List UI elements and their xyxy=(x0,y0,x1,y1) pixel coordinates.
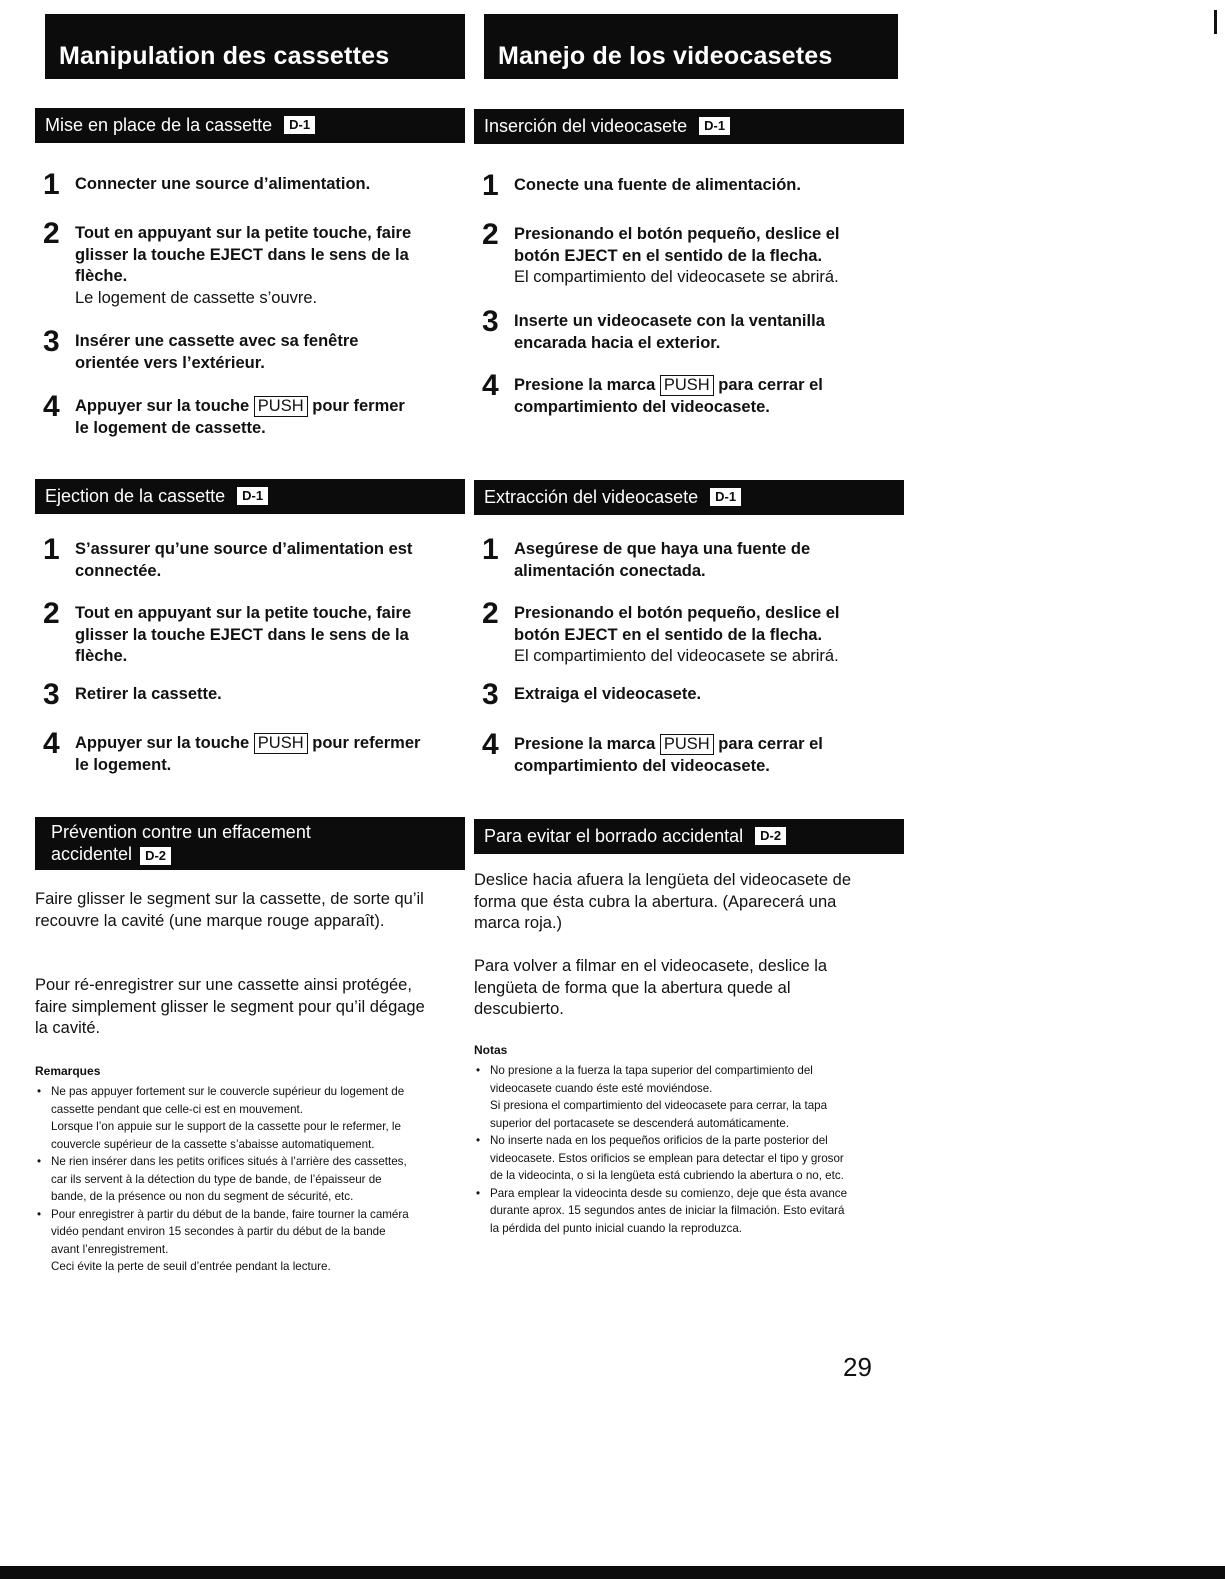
step-text-after: pour refermer le logement. xyxy=(75,734,421,774)
step-text: Inserte un videocasete con la ventanilla encarada hacia el exterior. xyxy=(514,312,825,352)
push-mark: PUSH xyxy=(254,733,308,754)
step-number: 4 xyxy=(43,390,60,423)
push-mark: PUSH xyxy=(254,396,308,417)
es-eject-title xyxy=(474,480,904,515)
step-text: Presionando el botón pequeño, deslice el botón EJECT en el sentido de la flecha. xyxy=(514,604,840,644)
step-number: 4 xyxy=(482,728,499,761)
step-number: 3 xyxy=(482,305,499,338)
column-spanish xyxy=(474,14,884,1235)
es-insert-step-3 xyxy=(482,305,862,354)
step-text: Asegúrese de que haya una fuente de alimentación conectada. xyxy=(514,540,811,580)
bullet-icon: • xyxy=(476,1186,481,1200)
note-item xyxy=(35,1083,410,1153)
fr-protect-section xyxy=(35,817,465,870)
fr-protect-title-line2-row xyxy=(51,843,455,865)
push-mark: PUSH xyxy=(660,375,714,396)
step-text: Connecter une source d’alimentation. xyxy=(75,175,371,193)
step-text-after: para cerrar el compartimiento del videocasete. xyxy=(514,735,823,775)
step-number: 4 xyxy=(482,369,499,402)
es-notes-title: Notas xyxy=(474,1043,508,1057)
es-eject-section xyxy=(474,480,904,515)
fr-eject-section xyxy=(35,479,465,514)
bullet-icon: • xyxy=(37,1207,42,1221)
step-number: 2 xyxy=(43,217,60,250)
fr-insert-title xyxy=(35,108,465,143)
fr-protect-title-line1: Prévention contre un effacement xyxy=(51,822,311,842)
es-insert-title-text: Inserción del videocasete xyxy=(484,116,688,136)
fr-protect-title xyxy=(35,817,465,870)
es-insert-section xyxy=(474,109,904,144)
step-note: Le logement de cassette s’ouvre. xyxy=(75,288,318,307)
step-number: 3 xyxy=(482,678,499,711)
fr-eject-title xyxy=(35,479,465,514)
bullet-icon: • xyxy=(476,1134,481,1147)
step-text: S’assurer qu’une source d’alimentation est connectée. xyxy=(75,540,413,580)
fr-protect-badge: D-2 xyxy=(140,847,171,865)
step-text xyxy=(75,733,423,776)
es-insert-step-4 xyxy=(482,369,862,418)
step-text xyxy=(75,396,423,439)
es-notes xyxy=(474,1043,849,1237)
note-text: Ne pas appuyer fortement sur le couvercle supérieur du logement de cassette pendant que celle-ci est en mouvement. xyxy=(51,1085,405,1116)
es-eject-badge: D-1 xyxy=(710,488,741,506)
fr-protect-title-line2: accidentel xyxy=(51,844,133,864)
step-text-before: Appuyer sur la touche xyxy=(75,397,250,415)
step-text: Tout en appuyant sur la petite touche, faire glisser la touche EJECT dans le sens de la flèche. xyxy=(75,224,412,285)
fr-eject-step-1 xyxy=(43,533,423,582)
note-sub: Lorsque l’on appuie sur le support de la cassette pour le refermer, le couvercle supérieur de la cassette s’abaisse automatiquement. xyxy=(51,1120,401,1151)
fr-eject-step-2 xyxy=(43,597,423,668)
column-french xyxy=(35,14,445,1273)
fr-eject-step-3 xyxy=(43,678,423,711)
fr-insert-title-text: Mise en place de la cassette xyxy=(45,115,273,135)
step-note: El compartimiento del videocasete se abrirá. xyxy=(514,647,839,665)
step-number: 3 xyxy=(43,325,60,358)
note-item xyxy=(474,1132,849,1185)
step-text: Insérer une cassette avec sa fenêtre orientée vers l’extérieur. xyxy=(75,332,359,372)
es-eject-step-1 xyxy=(482,533,862,582)
step-text: Extraiga el videocasete. xyxy=(514,685,702,703)
step-text: Conecte una fuente de alimentación. xyxy=(514,176,801,194)
es-protect-badge: D-2 xyxy=(755,827,786,845)
step-text-before: Presione la marca xyxy=(514,735,656,753)
fr-insert-section xyxy=(35,108,465,143)
es-eject-step-3 xyxy=(482,678,862,711)
fr-insert-badge: D-1 xyxy=(284,116,315,134)
note-sub: Si presiona el compartimiento del videocasete para cerrar, la tapa superior del portacasete se descenderá automáticamente. xyxy=(490,1099,828,1130)
page-number: 29 xyxy=(843,1352,872,1382)
fr-eject-badge: D-1 xyxy=(237,487,268,505)
es-notes-list xyxy=(474,1062,849,1237)
note-sub: Ceci évite la perte de seuil d’entrée pendant la lecture. xyxy=(51,1260,331,1273)
step-number: 4 xyxy=(43,727,60,760)
es-protect-para-1: Deslice hacia afuera la lengüeta del videocasete de forma que ésta cubra la abertura. (Aparecerá una marca roja.) xyxy=(474,871,852,932)
note-text: No inserte nada en los pequeños orificios de la parte posterior del videocasete. Estos orificios se emplean para detectar el tipo y grosor de la videocinta, o si la lengüeta está cubriendo la abertura o no, etc. xyxy=(490,1134,844,1182)
fr-notes-title: Remarques xyxy=(35,1064,101,1078)
es-eject-step-4 xyxy=(482,728,862,777)
es-insert-step-1 xyxy=(482,169,862,202)
step-text-after: para cerrar el compartimiento del videocasete. xyxy=(514,376,823,416)
es-protect-section xyxy=(474,819,904,854)
fr-eject-title-text: Ejection de la cassette xyxy=(45,486,226,506)
note-text: No presione a la fuerza la tapa superior del compartimiento del videocasete cuando éste esté moviéndose. xyxy=(490,1064,813,1095)
es-insert-badge: D-1 xyxy=(699,117,730,135)
note-text: Para emplear la videocinta desde su comienzo, deje que ésta avance durante aprox. 15 segundos antes de iniciar la filmación. Esto evitará la pérdida del punto inicial cuando la reproduzca. xyxy=(490,1186,848,1235)
note-item xyxy=(474,1062,849,1132)
es-eject-step-2 xyxy=(482,597,862,668)
step-number: 1 xyxy=(482,533,499,566)
step-text: Retirer la cassette. xyxy=(75,685,222,703)
step-text-before: Presione la marca xyxy=(514,376,656,394)
es-insert-step-2 xyxy=(482,218,862,289)
spanish-main-title: Manejo de los videocasetes xyxy=(484,14,898,79)
fr-protect-para-2: Pour ré-enregistrer sur une cassette ainsi protégée, faire simplement glisser le segment pour qu’il dégage la cavité. xyxy=(35,976,425,1037)
es-protect-title-text: Para evitar el borrado accidental xyxy=(484,826,744,846)
step-number: 2 xyxy=(482,597,499,630)
es-eject-title-text: Extracción del videocasete xyxy=(484,487,699,507)
step-number: 1 xyxy=(43,168,60,201)
push-mark: PUSH xyxy=(660,734,714,755)
bullet-icon: • xyxy=(476,1064,481,1077)
step-text xyxy=(514,375,862,418)
note-item xyxy=(35,1206,410,1276)
bullet-icon: • xyxy=(37,1085,42,1098)
edge-mark xyxy=(1214,10,1217,34)
fr-notes xyxy=(35,1064,410,1276)
es-protect-title xyxy=(474,819,904,854)
step-text: Presionando el botón pequeño, deslice el botón EJECT en el sentido de la flecha. xyxy=(514,225,840,265)
es-insert-title xyxy=(474,109,904,144)
bottom-rule xyxy=(0,1566,1225,1579)
fr-insert-step-1 xyxy=(43,168,423,201)
fr-protect-para-1: Faire glisser le segment sur la cassette, de sorte qu’il recouvre la cavité (une marque rouge apparaît). xyxy=(35,890,424,930)
note-text: Ne rien insérer dans les petits orifices situés à l’arrière des cassettes, car ils servent à la détection du type de bande, de l’épaisseur de bande, de la présence ou non du segment de sécurité, etc. xyxy=(51,1155,407,1203)
step-number: 1 xyxy=(43,533,60,566)
step-text-after: pour fermer le logement de cassette. xyxy=(75,397,405,437)
fr-insert-step-3 xyxy=(43,325,423,374)
fr-insert-step-2 xyxy=(43,217,423,309)
step-note: El compartimiento del videocasete se abrirá. xyxy=(514,268,839,286)
step-number: 2 xyxy=(43,597,60,630)
fr-insert-step-4 xyxy=(43,390,423,439)
note-item xyxy=(474,1185,849,1238)
fr-eject-step-4 xyxy=(43,727,423,776)
fr-notes-list xyxy=(35,1083,410,1276)
es-protect-para-2: Para volver a filmar en el videocasete, deslice la lengüeta de forma que la abertura quede al descubierto. xyxy=(474,957,828,1018)
note-text: Pour enregistrer à partir du début de la bande, faire tourner la caméra vidéo pendant environ 15 secondes à partir du début de la bande avant l’enregistrement. xyxy=(51,1207,409,1256)
step-text: Tout en appuyant sur la petite touche, faire glisser la touche EJECT dans le sens de la flèche. xyxy=(75,604,412,665)
step-number: 1 xyxy=(482,169,499,202)
french-main-title: Manipulation des cassettes xyxy=(45,14,465,79)
step-number: 2 xyxy=(482,218,499,251)
bullet-icon: • xyxy=(37,1155,42,1168)
step-text xyxy=(514,734,862,777)
step-number: 3 xyxy=(43,678,60,711)
note-item xyxy=(35,1153,410,1206)
step-text-before: Appuyer sur la touche xyxy=(75,734,250,752)
